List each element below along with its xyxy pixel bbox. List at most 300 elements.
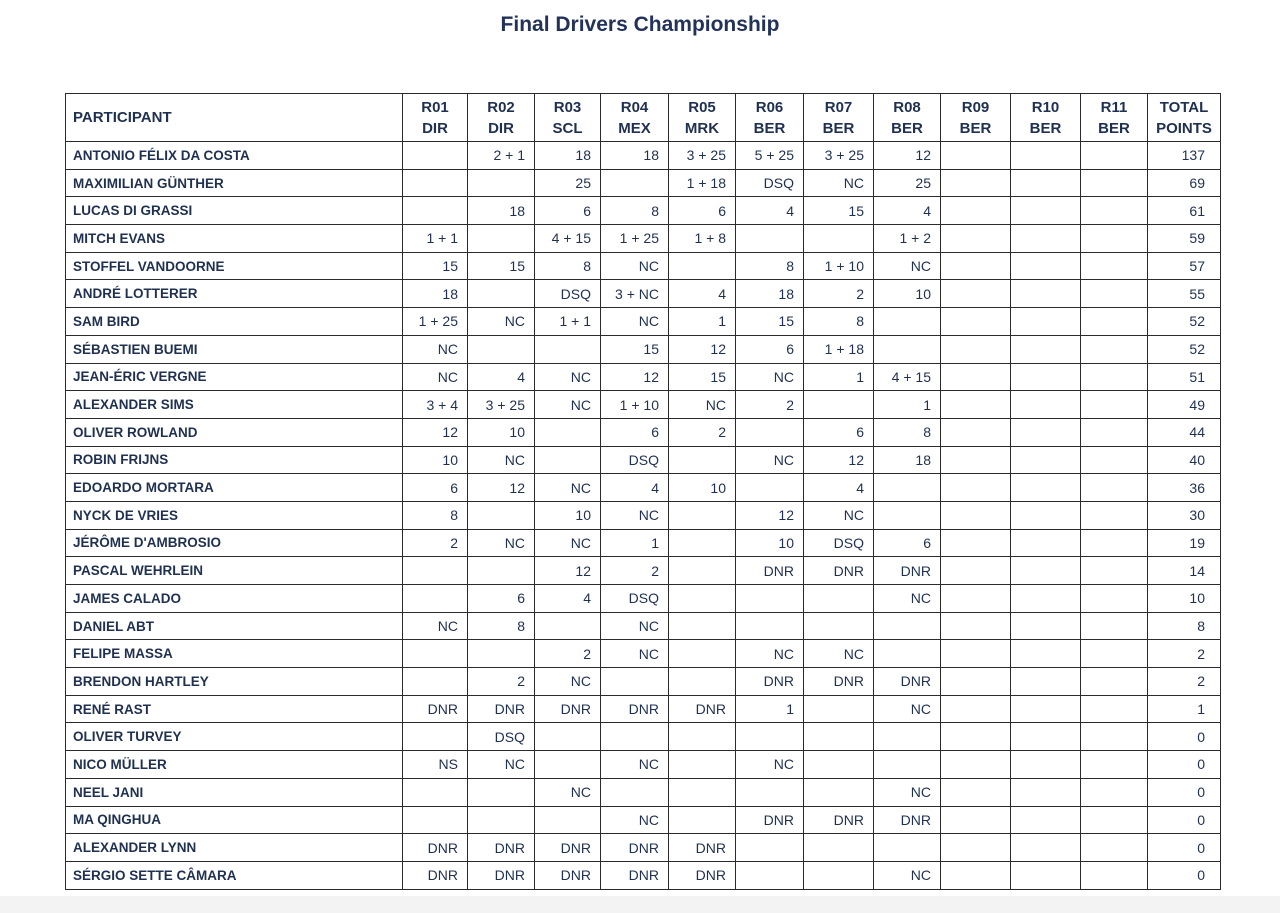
result-cell (941, 834, 1011, 862)
driver-name: BRENDON HARTLEY (66, 668, 403, 696)
result-cell (874, 612, 941, 640)
driver-name: FELIPE MASSA (66, 640, 403, 668)
result-cell (874, 723, 941, 751)
result-cell (1011, 308, 1081, 336)
result-cell: 3 + 4 (403, 391, 468, 419)
total-points-cell: 44 (1148, 418, 1221, 446)
result-cell: NC (601, 640, 669, 668)
result-cell (941, 751, 1011, 779)
result-cell (1081, 308, 1148, 336)
result-cell: 2 (403, 529, 468, 557)
result-cell: 12 (601, 363, 669, 391)
result-cell (1011, 169, 1081, 197)
result-cell (804, 225, 874, 253)
result-cell (535, 446, 601, 474)
result-cell: NC (601, 612, 669, 640)
result-cell (468, 806, 535, 834)
result-cell (736, 612, 804, 640)
table-row (66, 640, 1221, 668)
result-cell: NC (535, 668, 601, 696)
total-points-cell: 52 (1148, 308, 1221, 336)
round-venue: MEX (618, 119, 651, 137)
result-cell (736, 834, 804, 862)
result-cell (1081, 751, 1148, 779)
total-points-cell: 8 (1148, 612, 1221, 640)
result-cell (1011, 834, 1081, 862)
result-cell (1081, 363, 1148, 391)
result-cell: 6 (669, 197, 736, 225)
result-cell (736, 474, 804, 502)
result-cell (1081, 834, 1148, 862)
result-cell (601, 169, 669, 197)
result-cell: 4 (736, 197, 804, 225)
result-cell: 1 + 18 (804, 335, 874, 363)
table-row (66, 557, 1221, 585)
result-cell: NC (403, 612, 468, 640)
result-cell (804, 861, 874, 889)
result-cell (1011, 391, 1081, 419)
result-cell: 12 (804, 446, 874, 474)
result-cell: 15 (468, 252, 535, 280)
table-row (66, 363, 1221, 391)
driver-name: NEEL JANI (66, 778, 403, 806)
driver-name: NYCK DE VRIES (66, 501, 403, 529)
result-cell (535, 751, 601, 779)
result-cell (1081, 446, 1148, 474)
table-row (66, 308, 1221, 336)
result-cell (804, 695, 874, 723)
round-code: R06 (755, 98, 784, 116)
result-cell: NC (468, 751, 535, 779)
result-cell: DNR (669, 834, 736, 862)
result-cell: 4 (804, 474, 874, 502)
result-cell (1081, 723, 1148, 751)
result-cell (874, 834, 941, 862)
round-header-r01 (403, 94, 468, 142)
result-cell (535, 335, 601, 363)
result-cell: 8 (535, 252, 601, 280)
result-cell (1011, 197, 1081, 225)
result-cell (874, 308, 941, 336)
result-cell: 2 (669, 418, 736, 446)
result-cell: 1 + 8 (669, 225, 736, 253)
result-cell: 10 (535, 501, 601, 529)
result-cell (736, 723, 804, 751)
result-cell: 1 + 1 (403, 225, 468, 253)
result-cell (941, 612, 1011, 640)
result-cell: 2 (601, 557, 669, 585)
result-cell (535, 418, 601, 446)
result-cell: DNR (804, 806, 874, 834)
result-cell (1011, 695, 1081, 723)
result-cell: 12 (669, 335, 736, 363)
result-cell: 1 + 10 (804, 252, 874, 280)
result-cell: 12 (874, 142, 941, 170)
result-cell: 15 (669, 363, 736, 391)
result-cell (1081, 557, 1148, 585)
result-cell: 1 + 25 (601, 225, 669, 253)
result-cell: 12 (468, 474, 535, 502)
result-cell: 1 (736, 695, 804, 723)
result-cell (669, 252, 736, 280)
round-header-r05 (669, 94, 736, 142)
result-cell (468, 169, 535, 197)
result-cell: 1 (874, 391, 941, 419)
total-points-cell: 0 (1148, 723, 1221, 751)
result-cell (403, 585, 468, 613)
table-row (66, 197, 1221, 225)
table-row (66, 501, 1221, 529)
result-cell: DNR (403, 834, 468, 862)
result-cell: 12 (736, 501, 804, 529)
result-cell: 4 (601, 474, 669, 502)
result-cell (1011, 501, 1081, 529)
result-cell (1081, 252, 1148, 280)
result-cell (804, 612, 874, 640)
result-cell: 1 (669, 308, 736, 336)
result-cell: NC (736, 751, 804, 779)
result-cell: NC (601, 751, 669, 779)
result-cell: 15 (403, 252, 468, 280)
table-row (66, 418, 1221, 446)
result-cell: 6 (601, 418, 669, 446)
result-cell: DNR (403, 695, 468, 723)
total-points-cell: 40 (1148, 446, 1221, 474)
round-venue: DIR (422, 119, 448, 137)
round-header-r08 (874, 94, 941, 142)
result-cell (403, 778, 468, 806)
total-points-cell: 69 (1148, 169, 1221, 197)
championship-table (65, 93, 1221, 890)
result-cell (535, 612, 601, 640)
result-cell (669, 585, 736, 613)
table-row (66, 751, 1221, 779)
result-cell: NC (804, 640, 874, 668)
result-cell: DNR (669, 695, 736, 723)
result-cell (669, 806, 736, 834)
result-cell (941, 197, 1011, 225)
result-cell (1081, 225, 1148, 253)
result-cell: 2 + 1 (468, 142, 535, 170)
result-cell (941, 308, 1011, 336)
result-cell (468, 557, 535, 585)
round-venue: BER (822, 119, 855, 137)
result-cell: 4 + 15 (535, 225, 601, 253)
result-cell (736, 861, 804, 889)
result-cell (403, 142, 468, 170)
driver-name: ANTONIO FÉLIX DA COSTA (66, 142, 403, 170)
result-cell (941, 391, 1011, 419)
result-cell: NC (874, 252, 941, 280)
result-cell (1011, 225, 1081, 253)
result-cell: NC (535, 391, 601, 419)
result-cell: 8 (736, 252, 804, 280)
result-cell: DNR (468, 834, 535, 862)
driver-name: LUCAS DI GRASSI (66, 197, 403, 225)
result-cell (941, 640, 1011, 668)
result-cell: NC (468, 446, 535, 474)
result-cell (669, 501, 736, 529)
table-row (66, 778, 1221, 806)
result-cell: 5 + 25 (736, 142, 804, 170)
total-points-cell: 2 (1148, 668, 1221, 696)
result-cell (941, 363, 1011, 391)
result-cell: 3 + NC (601, 280, 669, 308)
total-header-line: POINTS (1156, 119, 1212, 137)
result-cell (736, 418, 804, 446)
total-points-cell: 49 (1148, 391, 1221, 419)
result-cell (669, 668, 736, 696)
result-cell: NC (535, 474, 601, 502)
result-cell: 8 (468, 612, 535, 640)
round-header-r06 (736, 94, 804, 142)
result-cell: NC (535, 529, 601, 557)
total-points-cell: 51 (1148, 363, 1221, 391)
round-header-r09 (941, 94, 1011, 142)
table-row (66, 474, 1221, 502)
round-venue: SCL (552, 119, 583, 137)
result-cell: 25 (874, 169, 941, 197)
result-cell (1081, 529, 1148, 557)
result-cell: DSQ (468, 723, 535, 751)
table-row (66, 806, 1221, 834)
round-header-r03 (535, 94, 601, 142)
driver-name: NICO MÜLLER (66, 751, 403, 779)
total-points-cell: 0 (1148, 778, 1221, 806)
driver-name: ANDRÉ LOTTERER (66, 280, 403, 308)
result-cell: 3 + 25 (804, 142, 874, 170)
table-row (66, 225, 1221, 253)
round-venue: BER (891, 119, 923, 137)
round-header-r04 (601, 94, 669, 142)
result-cell: 4 (535, 585, 601, 613)
result-cell (874, 640, 941, 668)
result-cell (468, 225, 535, 253)
driver-name: ROBIN FRIJNS (66, 446, 403, 474)
result-cell (1011, 446, 1081, 474)
result-cell: NC (736, 640, 804, 668)
result-cell (1011, 640, 1081, 668)
bottom-strip (0, 896, 1280, 913)
result-cell (1011, 751, 1081, 779)
result-cell: NC (874, 861, 941, 889)
total-points-cell: 30 (1148, 501, 1221, 529)
total-points-cell: 61 (1148, 197, 1221, 225)
table-row (66, 252, 1221, 280)
total-points-cell: 0 (1148, 806, 1221, 834)
result-cell: 10 (468, 418, 535, 446)
result-cell (804, 834, 874, 862)
driver-name: STOFFEL VANDOORNE (66, 252, 403, 280)
result-cell: 1 + 1 (535, 308, 601, 336)
result-cell: DSQ (535, 280, 601, 308)
round-code: R10 (1031, 98, 1060, 116)
result-cell: DNR (535, 695, 601, 723)
table-row (66, 585, 1221, 613)
round-venue: MRK (684, 119, 720, 137)
result-cell: 10 (669, 474, 736, 502)
result-cell (601, 778, 669, 806)
result-cell (941, 225, 1011, 253)
result-cell: DNR (874, 806, 941, 834)
driver-name: OLIVER TURVEY (66, 723, 403, 751)
round-venue: BER (1029, 119, 1062, 137)
result-cell (941, 280, 1011, 308)
result-cell: DNR (669, 861, 736, 889)
driver-name: SÉBASTIEN BUEMI (66, 335, 403, 363)
result-cell (669, 612, 736, 640)
result-cell: DNR (468, 861, 535, 889)
result-cell: NS (403, 751, 468, 779)
result-cell: DNR (804, 668, 874, 696)
result-cell: 10 (736, 529, 804, 557)
result-cell (1081, 612, 1148, 640)
result-cell: 6 (403, 474, 468, 502)
result-cell: 18 (535, 142, 601, 170)
result-cell (1081, 335, 1148, 363)
total-points-cell: 0 (1148, 861, 1221, 889)
result-cell: NC (804, 501, 874, 529)
total-points-cell: 52 (1148, 335, 1221, 363)
driver-name: PASCAL WEHRLEIN (66, 557, 403, 585)
result-cell: DNR (736, 557, 804, 585)
result-cell (941, 529, 1011, 557)
result-cell: DSQ (601, 446, 669, 474)
round-venue: DIR (488, 119, 514, 137)
result-cell (601, 668, 669, 696)
result-cell (1011, 723, 1081, 751)
result-cell: 3 + 25 (669, 142, 736, 170)
table-row (66, 446, 1221, 474)
result-cell: NC (601, 308, 669, 336)
table-row (66, 280, 1221, 308)
result-cell (1081, 501, 1148, 529)
result-cell (669, 529, 736, 557)
result-cell (874, 335, 941, 363)
page-title: Final Drivers Championship (500, 13, 780, 36)
round-code: R08 (893, 98, 921, 116)
result-cell (403, 557, 468, 585)
total-points-cell: 59 (1148, 225, 1221, 253)
round-code: R11 (1100, 98, 1128, 116)
result-cell (1081, 169, 1148, 197)
total-points-cell: 55 (1148, 280, 1221, 308)
total-points-header (1148, 94, 1221, 142)
result-cell (468, 335, 535, 363)
result-cell: NC (403, 363, 468, 391)
result-cell: NC (601, 252, 669, 280)
total-points-cell: 57 (1148, 252, 1221, 280)
result-cell: 18 (736, 280, 804, 308)
total-points-cell: 137 (1148, 142, 1221, 170)
table-row (66, 668, 1221, 696)
result-cell (1011, 142, 1081, 170)
total-points-cell: 2 (1148, 640, 1221, 668)
table-row (66, 529, 1221, 557)
result-cell: 18 (874, 446, 941, 474)
result-cell: NC (601, 501, 669, 529)
result-cell: 10 (403, 446, 468, 474)
result-cell: DNR (601, 834, 669, 862)
driver-name: DANIEL ABT (66, 612, 403, 640)
result-cell (804, 723, 874, 751)
result-cell (941, 142, 1011, 170)
result-cell (1081, 197, 1148, 225)
result-cell: 18 (468, 197, 535, 225)
result-cell (669, 640, 736, 668)
result-cell: NC (468, 529, 535, 557)
result-cell: 1 + 10 (601, 391, 669, 419)
round-venue: BER (1098, 119, 1130, 137)
result-cell: 2 (736, 391, 804, 419)
result-cell: 2 (468, 668, 535, 696)
result-cell (941, 474, 1011, 502)
result-cell (1011, 557, 1081, 585)
result-cell (601, 723, 669, 751)
total-points-cell: 0 (1148, 751, 1221, 779)
total-points-cell: 0 (1148, 834, 1221, 862)
result-cell: 4 (874, 197, 941, 225)
table-row (66, 834, 1221, 862)
result-cell (804, 751, 874, 779)
result-cell (941, 501, 1011, 529)
result-cell: DNR (468, 695, 535, 723)
result-cell (1011, 778, 1081, 806)
result-cell: DNR (874, 557, 941, 585)
driver-name: MAXIMILIAN GÜNTHER (66, 169, 403, 197)
total-header-line: TOTAL (1159, 98, 1209, 116)
result-cell: 12 (403, 418, 468, 446)
result-cell (403, 197, 468, 225)
result-cell: 6 (736, 335, 804, 363)
result-cell: 8 (403, 501, 468, 529)
result-cell (468, 280, 535, 308)
result-cell: NC (874, 585, 941, 613)
result-cell (1081, 585, 1148, 613)
table-row (66, 612, 1221, 640)
round-code: R09 (961, 98, 990, 116)
result-cell (669, 557, 736, 585)
result-cell: 6 (535, 197, 601, 225)
result-cell: 18 (601, 142, 669, 170)
result-cell: 1 (601, 529, 669, 557)
result-cell (1081, 391, 1148, 419)
result-cell (535, 806, 601, 834)
driver-name: SÉRGIO SETTE CÂMARA (66, 861, 403, 889)
result-cell (941, 861, 1011, 889)
result-cell (1011, 474, 1081, 502)
header-row (66, 94, 1221, 142)
table-body (66, 142, 1221, 890)
driver-name: MA QINGHUA (66, 806, 403, 834)
result-cell (669, 778, 736, 806)
result-cell: 1 + 2 (874, 225, 941, 253)
result-cell (736, 778, 804, 806)
result-cell (403, 640, 468, 668)
round-code: R05 (688, 98, 716, 116)
result-cell (1011, 280, 1081, 308)
result-cell: DNR (535, 834, 601, 862)
result-cell: NC (736, 363, 804, 391)
result-cell (874, 474, 941, 502)
driver-name: MITCH EVANS (66, 225, 403, 253)
result-cell (804, 585, 874, 613)
result-cell: 6 (874, 529, 941, 557)
result-cell (468, 640, 535, 668)
table-row (66, 169, 1221, 197)
result-cell: NC (535, 363, 601, 391)
result-cell: DSQ (601, 585, 669, 613)
